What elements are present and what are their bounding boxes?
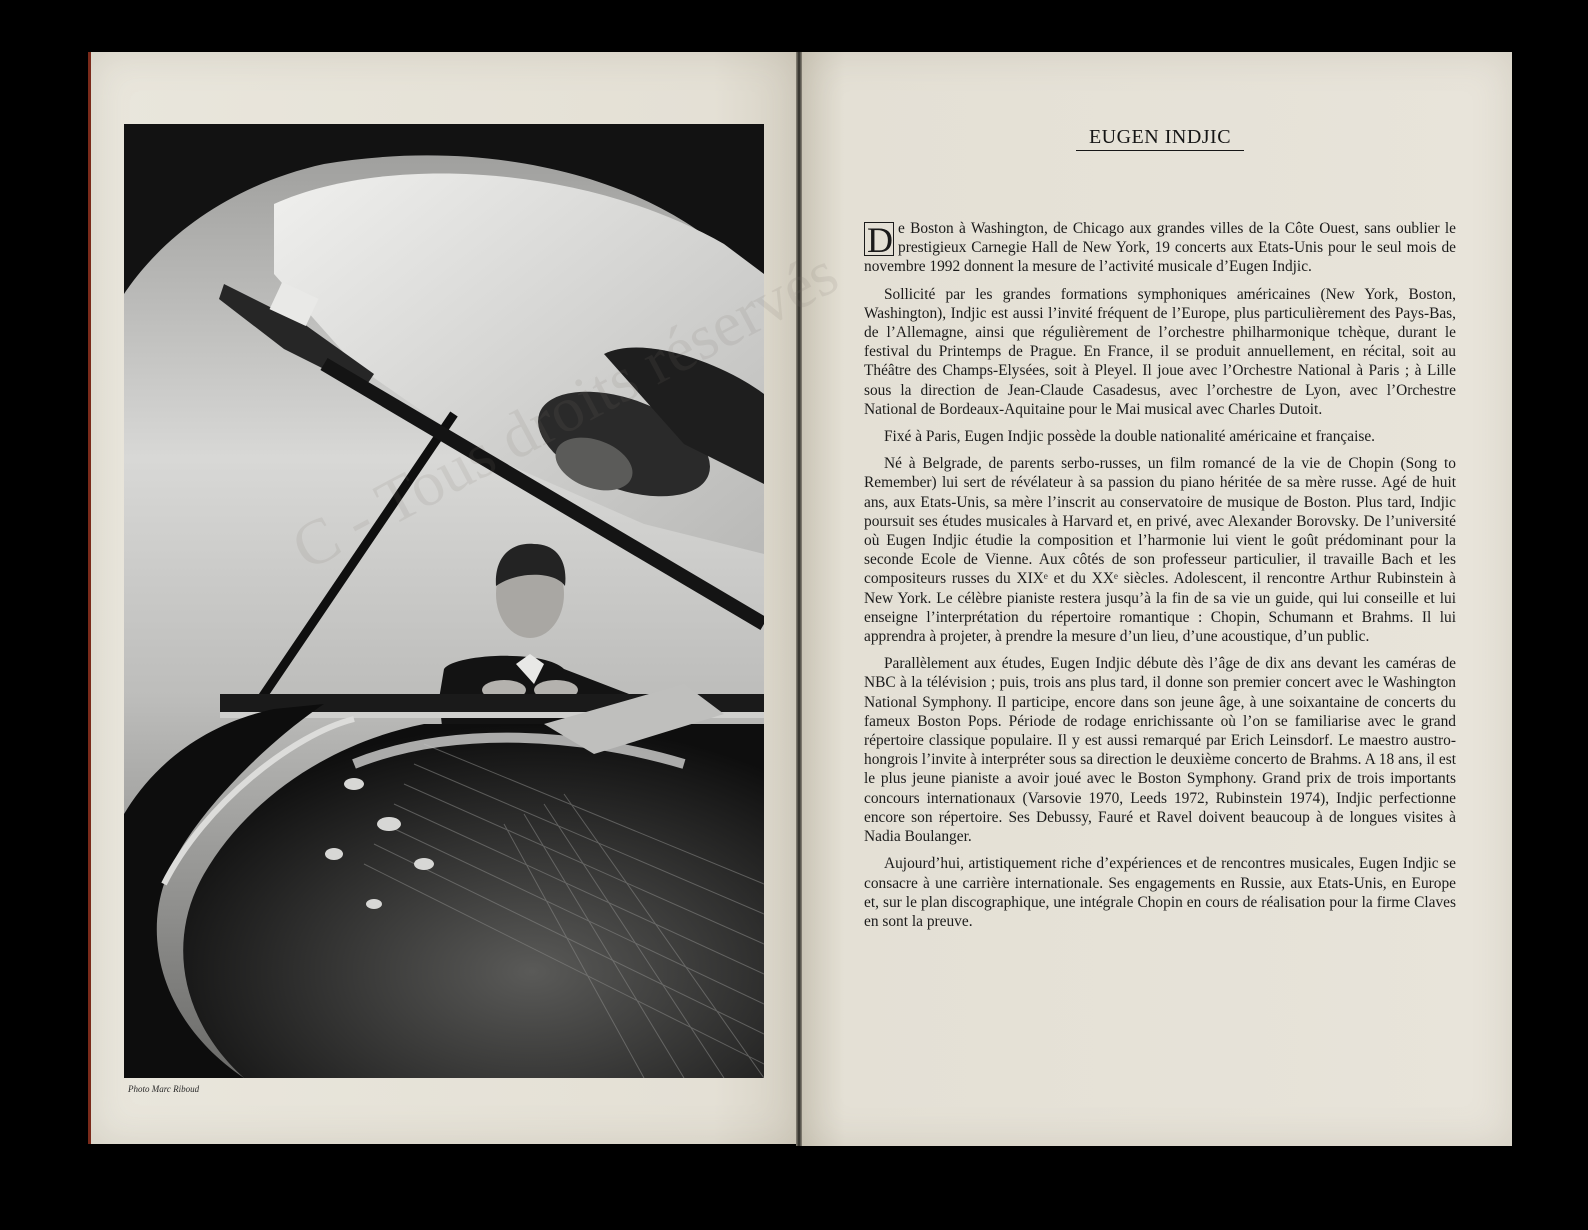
paragraph-3: Fixé à Paris, Eugen Indjic possède la double nationalité américaine et française. xyxy=(884,428,1376,446)
photo-caption: Photo Marc Riboud xyxy=(128,1084,200,1094)
page-title: EUGEN INDJIC xyxy=(1076,126,1244,151)
paragraph-4: Né à Belgrade, de parents serbo-russes, un film romancé de la vie de Chopin (Song to Remember) lui sert de révélateur à sa passion du piano héritée de sa mère russe. Agé de huit ans, aux Etats-Unis, sa mère l’inscrit au conservatoire de musique de Boston. Plus tard, Indjic poursuit ses études musicales à Harvard et, en privé, avec Alexander Borovsky. De l’université où Eugen Indjic étudie la composition et l’harmonie lui vient le goût prédominant pour la seconde Ecole de Vienne. Aux côtés de son professeur particulier, il travaille Bach et les compositeurs russes du XIXᵉ et du XXᵉ siècles. Adolescent, il rencontre Arthur Rubinstein à New York. Le célèbre pianiste restera jusqu’à la fin de sa vie un guide, qui lui conseille et lui enseigne l’interprétation du répertoire romantique : Chopin, Schumann et Brahms. Il lui apprendra à projeter, à prendre la mesure d’un lieu, d’une acoustique, d’un public. xyxy=(864,455,1456,646)
pianist-photo xyxy=(124,124,764,1078)
paragraph-1: D e Boston à Washington, de Chicago aux grandes villes de la Côte Ouest, sans oublier le prestigieux Carnegie Hall de New York, 19 concerts aux Etats-Unis pour le seul mois de novembre 1992 donnent la mesure de l’activité musicale d’Eugen Indjic. xyxy=(864,220,1456,276)
biography-text xyxy=(864,219,1456,939)
paragraph-5: Parallèlement aux études, Eugen Indjic débute dès l’âge de dix ans devant les caméras de NBC à la télévision ; puis, trois ans plus tard, il donne son premier concert avec le Washington National Symphony. Il participe, encore dans son jeune âge, à une soixantaine de concerts du fameux Boston Pops. Période de rodage enrichissante où l’on se familiarise avec le grand répertoire classique populaire. Il y est aussi remarqué par Erich Leinsdorf. Le maestro austro-hongrois l’invite à interpréter sous sa direction le deuxième concerto de Brahms. A 18 ans, il est le plus jeune pianiste a avoir joué avec le Boston Symphony. Grand prix de trois importants concours internationaux (Varsovie 1970, Leeds 1972, Rubinstein 1974), Indjic perfectionne encore son répertoire. Ses Debussy, Fauré et Ravel doivent beaucoup à de longues visites à Nadia Boulanger. xyxy=(864,655,1456,846)
drop-cap: D xyxy=(864,222,894,256)
paragraph-6: Aujourd’hui, artistiquement riche d’expériences et de rencontres musicales, Eugen Indjic se consacre à une carrière internationale. Ses engagements en Russie, aux Etats-Unis, en Europe et, sur le plan discographique, une intégrale Chopin en cours de réalisation pour la firme Claves en sont la preuve. xyxy=(864,855,1456,930)
paragraph-2: Sollicité par les grandes formations symphoniques américaines (New York, Boston, Washington), Indjic est aussi l’invité fréquent de l’Europe, plus particulièrement des Pays-Bas, de l’Allemagne, ainsi que régulièrement de l’orchestre philharmonique tchèque, durant le festival du Printemps de Prague. En France, il se produit annuellement, en récital, soit au Théâtre des Champs-Elysées, soit à Pleyel. Il joue avec l’Orchestre National à Paris ; à Lille sous la direction de Jean-Claude Casadesus, avec l’orchestre de Lyon, avec l’Orchestre National de Bordeaux-Aquitaine pour le Mai musical avec Charles Dutoit. xyxy=(864,285,1456,418)
